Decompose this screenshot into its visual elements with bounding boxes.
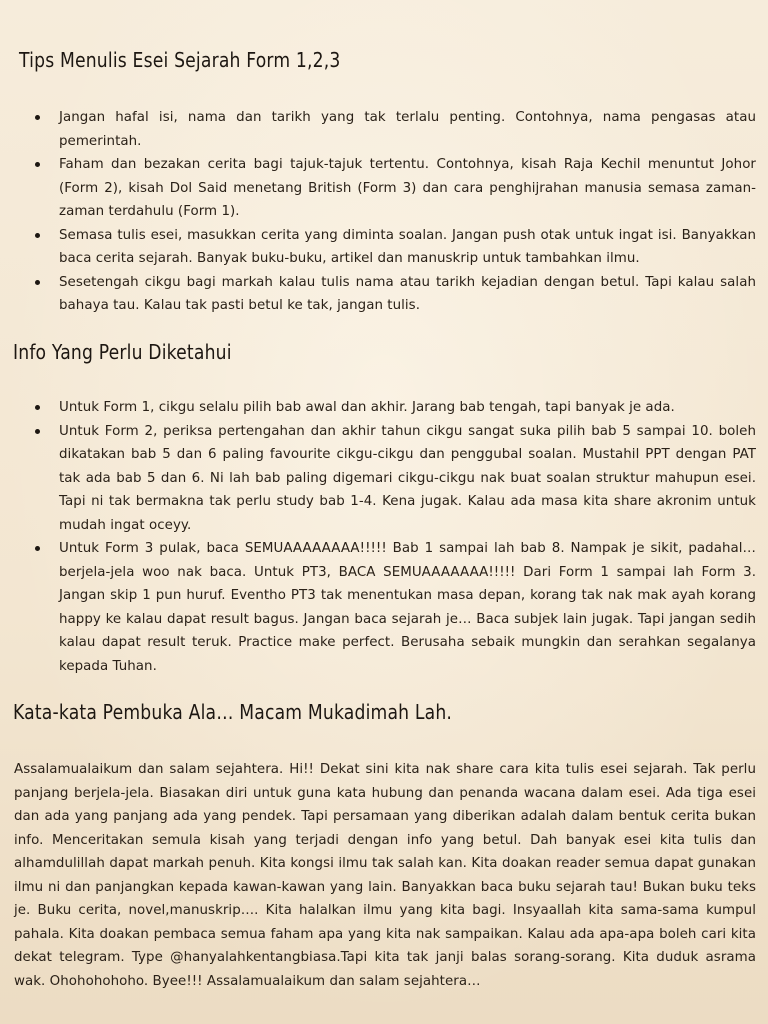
bullet-icon <box>35 115 40 120</box>
heading-tips: Tips Menulis Esei Sejarah Form 1,2,3 <box>19 48 341 72</box>
list-item-text: Untuk Form 3 pulak, baca SEMUAAAAAAAA!!!!! Bab 1 sampai lah bab 8. Nampak je sikit, padahal… berjela-jela woo nak baca. Untuk PT3, BACA SEMUAAAAAAA!!!!! Dari Form 1 sampai lah Form 3. Jangan skip 1 pun huruf. Eventho PT3 tak menentukan masa depan, korang tak nak mak ayah korang happy ke kalau dapat result bagus. Jangan baca sejarah je… Baca subjek lain jugak. Tapi jangan sedih kalau dapat result teruk. Practice make perfect. Berusaha sebaik mungkin dan serahkan segalanya kepada Tuhan. <box>59 541 756 674</box>
list-item <box>32 153 756 224</box>
intro-paragraph: Assalamualaikum dan salam sejahtera. Hi!! Dekat sini kita nak share cara kita tulis esei sejarah. Tak perlu panjang berjela-jela. Biasakan diri untuk guna kata hubung dan penanda wacana dalam esei. Ada tiga esei dan ada yang panjang ada yang pendek. Tapi persamaan yang diberikan adalah dalam bentuk cerita bukan info. Menceritakan semula kisah yang terjadi dengan info yang betul. Dah banyak esei kita tulis dan alhamdulillah dapat markah penuh. Kita kongsi ilmu tak salah kan. Kita doakan reader semua dapat gunakan ilmu ni dan panjangkan kepada kawan-kawan yang lain. Banyakkan baca buku sejarah tau! Bukan buku teks je. Buku cerita, novel,manuskrip…. Kita halalkan ilmu yang kita bagi. Insyaallah kita sama-sama kumpul pahala. Kita doakan pembaca semua faham apa yang kita nak sampaikan. Kalau ada apa-apa boleh cari kita dekat telegram. Type @hanyalahkentangbiasa.Tapi kita tak janji balas sorang-sorang. Kita duduk asrama wak. Ohohohohoho. Byee!!! Assalamualaikum dan salam sejahtera… <box>14 762 756 989</box>
bullet-icon <box>35 162 40 167</box>
bullet-icon <box>35 280 40 285</box>
list-item-text: Semasa tulis esei, masukkan cerita yang diminta soalan. Jangan push otak untuk ingat isi. Banyakkan baca cerita sejarah. Banyak buku-buku, artikel dan manuskrip untuk tambahkan ilmu. <box>59 227 756 266</box>
list-item-text: Jangan hafal isi, nama dan tarikh yang tak terlalu penting. Contohnya, nama pengasas atau pemerintah. <box>59 110 756 149</box>
info-list <box>32 396 756 678</box>
tips-list <box>32 106 756 318</box>
bullet-icon <box>35 405 40 410</box>
list-item <box>32 106 756 153</box>
list-item-text: Faham dan bezakan cerita bagi tajuk-tajuk tertentu. Contohnya, kisah Raja Kechil menuntut Johor (Form 2), kisah Dol Said menetang British (Form 3) dan cara penghijrahan manusia semasa zaman-zaman terdahulu (Form 1). <box>59 157 756 219</box>
list-item <box>32 224 756 271</box>
heading-info: Info Yang Perlu Diketahui <box>13 340 232 364</box>
list-item-text: Sesetengah cikgu bagi markah kalau tulis nama atau tarikh kejadian dengan betul. Tapi kalau salah bahaya tau. Kalau tak pasti betul ke tak, jangan tulis. <box>59 274 756 313</box>
list-item <box>32 396 756 420</box>
bullet-icon <box>35 233 40 238</box>
list-item <box>32 271 756 318</box>
list-item-text: Untuk Form 2, periksa pertengahan dan akhir tahun cikgu sangat suka pilih bab 5 sampai 10. boleh dikatakan bab 5 dan 6 paling favourite cikgu-cikgu dan penggubal soalan. Mustahil PPT dengan PAT tak ada bab 5 dan 6. Ni lah bab paling digemari cikgu-cikgu nak buat soalan struktur mahupun esei. Tapi ni tak bermakna tak perlu study bab 1-4. Kena jugak. Kalau ada masa kita share akronim untuk mudah ingat oceyy. <box>59 423 756 533</box>
heading-intro: Kata-kata Pembuka Ala… Macam Mukadimah Lah. <box>13 700 453 724</box>
list-item-text: Untuk Form 1, cikgu selalu pilih bab awal dan akhir. Jarang bab tengah, tapi banyak je ada. <box>59 400 675 415</box>
bullet-icon <box>35 546 40 551</box>
bullet-icon <box>35 429 40 434</box>
list-item <box>32 420 756 538</box>
list-item <box>32 537 756 678</box>
